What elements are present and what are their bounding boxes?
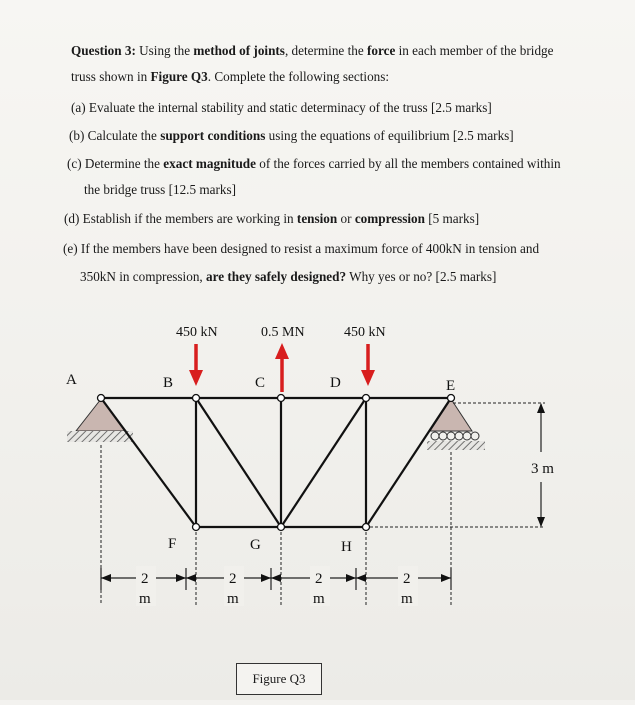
- item-c: (c) Determine the exact magnitude of the forces carried by all the members contained within: [67, 156, 561, 171]
- span-unit-4: m: [401, 591, 413, 607]
- node-label-h: H: [341, 539, 352, 555]
- question-heading: [71, 38, 571, 90]
- roller-support-right: [427, 399, 485, 450]
- item-b: (b) Calculate the support conditions using the equations of equilibrium [2.5 marks]: [69, 128, 514, 143]
- load-label-c: 0.5 MN: [261, 325, 305, 340]
- item-e: (e) If the members have been designed to resist a maximum force of 400kN in tension and: [63, 241, 540, 256]
- question-method: method of joints: [193, 43, 285, 58]
- span-value-2: 2: [229, 571, 237, 587]
- question-text: Using the: [139, 43, 191, 58]
- item-d: (d) Establish if the members are working in tension or compression [5 marks]: [64, 211, 480, 226]
- figure-caption: Figure Q3: [236, 663, 322, 695]
- truss-members: [101, 398, 451, 527]
- question-figure-ref: Figure Q3: [150, 69, 208, 84]
- span-value-1: 2: [141, 571, 149, 587]
- truss-joints: [98, 395, 455, 531]
- node-label-a: A: [66, 372, 77, 388]
- node-label-b: B: [163, 375, 174, 391]
- question-line2-pre: truss shown in: [71, 69, 148, 84]
- span-value-4: 2: [403, 571, 411, 587]
- node-label-g: G: [250, 537, 261, 553]
- truss-figure: [0, 300, 635, 700]
- load-arrow-c: [275, 343, 289, 392]
- load-label-b: 450 kN: [176, 325, 218, 340]
- question-number: Question 3:: [71, 43, 136, 58]
- height-label: 3 m: [531, 461, 554, 477]
- load-arrow-b: [189, 344, 203, 386]
- span-value-3: 2: [315, 571, 323, 587]
- load-arrow-d: [361, 344, 375, 386]
- span-unit-1: m: [139, 591, 151, 607]
- load-label-d: 450 kN: [344, 325, 386, 340]
- span-unit-2: m: [227, 591, 239, 607]
- question-line2-post: . Complete the following sections:: [207, 69, 390, 84]
- node-label-e: E: [446, 378, 456, 394]
- question-force: force: [366, 43, 396, 58]
- node-label-f: F: [168, 536, 177, 552]
- span-unit-3: m: [313, 591, 325, 607]
- item-a: (a) Evaluate the internal stability and static determinacy of the truss [2.5 marks]: [71, 100, 492, 115]
- item-c-line2: the bridge truss [12.5 marks]: [84, 182, 236, 197]
- item-e-line2: 350kN in compression, are they safely designed? Why yes or no? [2.5 marks]: [80, 269, 497, 284]
- question-text-mid: , determine the: [284, 43, 364, 58]
- pin-support-left: [67, 399, 133, 442]
- node-label-c: C: [255, 375, 266, 391]
- question-text-end: in each member of the bridge: [398, 43, 554, 58]
- node-label-d: D: [330, 375, 341, 391]
